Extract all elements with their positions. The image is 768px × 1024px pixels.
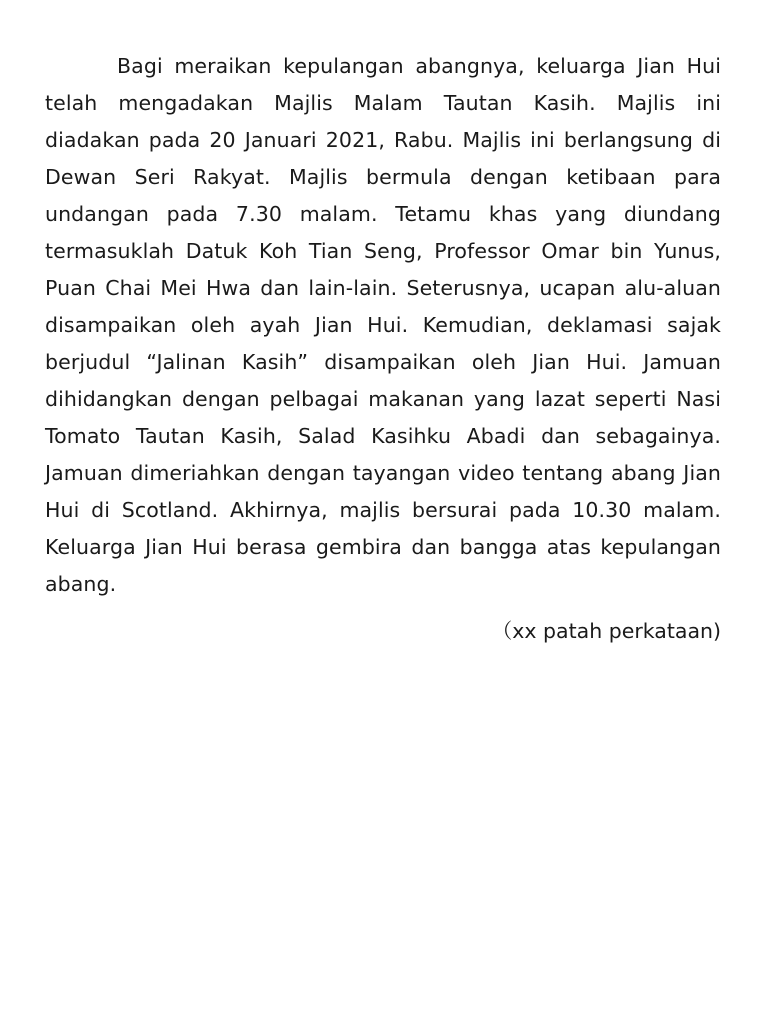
essay-paragraph: Bagi meraikan kepulangan abangnya, keluarga Jian Hui telah mengadakan Majlis Malam Tautan Kasih. Majlis ini diadakan pada 20 Januari 2021, Rabu. Majlis ini berlangsung di Dewan Seri Rakyat. Majlis bermula dengan ketibaan para undangan pada 7.30 malam. Tetamu khas yang diundang termasuklah Datuk Koh Tian Seng, Professor Omar bin Yunus, Puan Chai Mei Hwa dan lain-lain. Seterusnya, ucapan alu-aluan disampaikan oleh ayah Jian Hui. Kemudian, deklamasi sajak berjudul “Jalinan Kasih” disampaikan oleh Jian Hui. Jamuan dihidangkan dengan pelbagai makanan yang lazat seperti Nasi Tomato Tautan Kasih, Salad Kasihku Abadi dan sebagainya. Jamuan dimeriahkan dengan tayangan video tentang abang Jian Hui di Scotland. Akhirnya, majlis bersurai pada 10.30 malam. Keluarga Jian Hui berasa gembira dan bangga atas kepulangan abang. [45, 54, 721, 596]
document-page [45, 48, 721, 650]
word-count-note: （xx patah perkataan) [491, 619, 721, 643]
